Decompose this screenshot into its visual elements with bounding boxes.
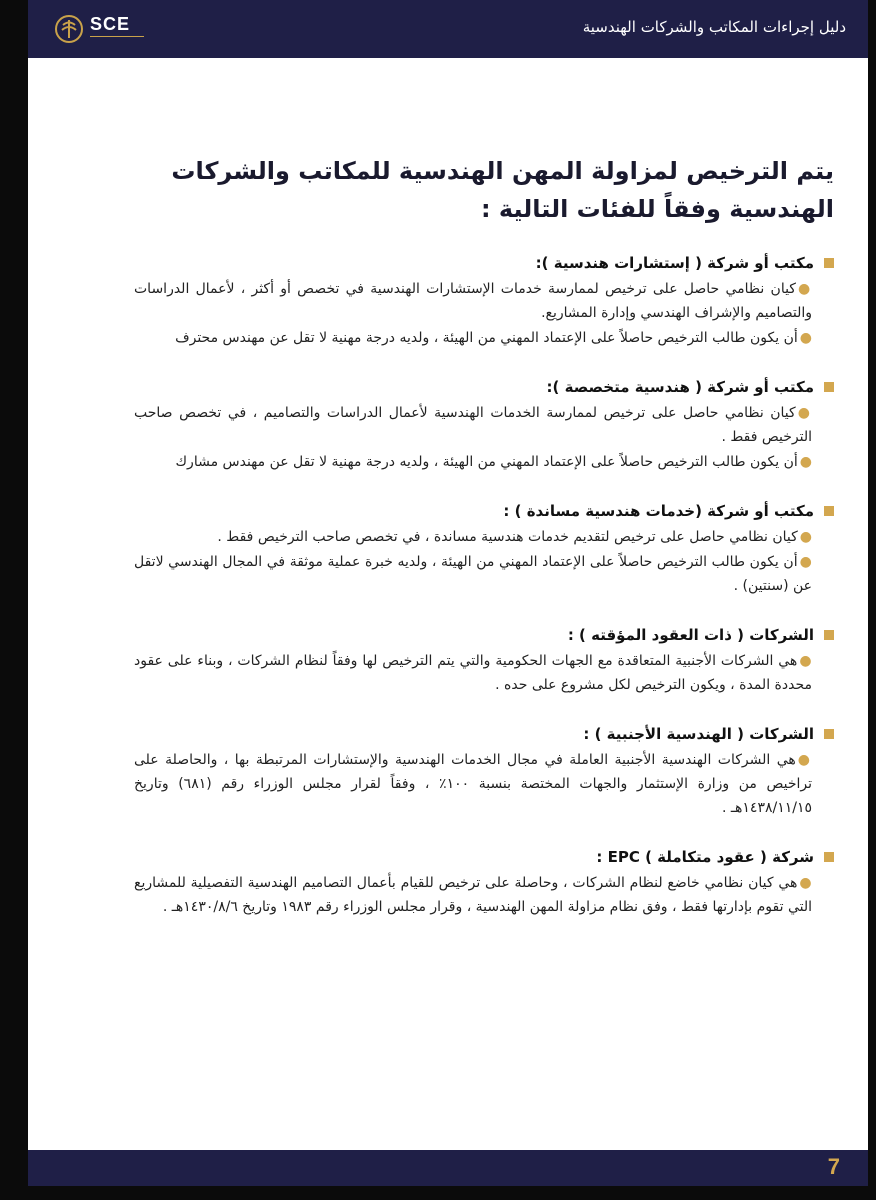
bullet-dot-icon: ● <box>799 529 812 545</box>
section-epc <box>134 844 834 919</box>
logo-text: SCE <box>90 14 131 34</box>
section-heading <box>134 250 834 276</box>
main-content <box>134 152 834 943</box>
section-support <box>134 498 834 598</box>
list-item <box>134 550 834 598</box>
list-item <box>134 277 834 325</box>
section-consulting <box>134 250 834 350</box>
section-heading <box>134 498 834 524</box>
section-heading <box>134 374 834 400</box>
list-item <box>134 401 834 449</box>
gold-square-icon <box>824 506 834 516</box>
section-temporary-contracts <box>134 622 834 697</box>
bullet-dot-icon: ● <box>797 405 812 421</box>
header-bar <box>28 0 868 58</box>
list-item-text: هي الشركات الأجنبية المتعاقدة مع الجهات الحكومية والتي يتم الترخيص لها وفقاً لنظام الشركات ، وبناء على عقود محددة المدة ، ويكون الترخيص لكل مشروع على حده . <box>134 653 812 693</box>
section-heading <box>134 844 834 870</box>
gold-square-icon <box>824 852 834 862</box>
bullet-dot-icon: ● <box>799 454 812 470</box>
section-heading <box>134 721 834 747</box>
section-heading-text: مكتب أو شركة (خدمات هندسية مساندة ) : <box>503 502 814 520</box>
palm-emblem-icon <box>54 14 84 44</box>
bullet-dot-icon: ● <box>799 554 812 570</box>
list-item <box>134 450 834 474</box>
list-item <box>134 871 834 919</box>
list-item-text: أن يكون طالب الترخيص حاصلاً على الإعتماد المهني من الهيئة ، ولديه درجة مهنية لا تقل عن مهندس محترف <box>175 330 798 346</box>
header-title: دليل إجراءات المكاتب والشركات الهندسية <box>582 18 846 36</box>
bullet-dot-icon: ● <box>799 330 812 346</box>
section-heading-text: الشركات ( ذات العقود المؤقته ) : <box>567 626 814 644</box>
list-item <box>134 748 834 820</box>
list-item-text: هي كيان نظامي خاضع لنظام الشركات ، وحاصلة على ترخيص للقيام بأعمال التصاميم الهندسية التفصيلية للمشاريع التي تقوم بإدارتها فقط ، وفق نظام مزاولة المهن الهندسية ، وقرار مجلس الوزراء رقم ١٩٨٣ وتاريخ ١٤٣٠/٨/٦هـ . <box>134 875 812 915</box>
sce-logo <box>54 10 144 50</box>
section-heading-text: مكتب أو شركة ( إستشارات هندسية ): <box>535 254 814 272</box>
footer-bar <box>28 1150 868 1186</box>
section-heading <box>134 622 834 648</box>
bullet-dot-icon: ● <box>799 653 813 669</box>
gold-square-icon <box>824 630 834 640</box>
list-item <box>134 525 834 549</box>
gold-square-icon <box>824 729 834 739</box>
list-item-text: هي الشركات الهندسية الأجنبية العاملة في مجال الخدمات الهندسية والإستشارات المرتبطة بها ، والحاصلة على تراخيص من وزارة الإستثمار والجهات المختصة بنسبة ١٠٠٪ ، وفقاً لقرار مجلس الوزراء رقم (٦٨١) وتاريخ ١٤٣٨/١١/١٥هـ . <box>134 752 812 816</box>
section-foreign-engineering <box>134 721 834 820</box>
bullet-dot-icon: ● <box>797 281 813 297</box>
list-item-text: كيان نظامي حاصل على ترخيص لممارسة خدمات الإستشارات الهندسية في تخصص أو أكثر ، لأعمال الدراسات والتصاميم والإشراف الهندسي وإدارة المشاريع. <box>134 281 812 321</box>
page-title: يتم الترخيص لمزاولة المهن الهندسية للمكاتب والشركات الهندسية وفقاً للفئات التالية : <box>171 157 834 223</box>
document-page <box>28 0 868 1186</box>
logo-underline <box>90 36 144 45</box>
gold-square-icon <box>824 382 834 392</box>
list-item-text: أن يكون طالب الترخيص حاصلاً على الإعتماد المهني من الهيئة ، ولديه خبرة عملية موثقة في المجال الهندسي لاتقل عن (سنتين) . <box>134 554 812 594</box>
list-item-text: أن يكون طالب الترخيص حاصلاً على الإعتماد المهني من الهيئة ، ولديه درجة مهنية لا تقل عن مهندس مشارك <box>175 454 798 470</box>
list-item <box>134 326 834 350</box>
list-item <box>134 649 834 697</box>
list-item-text: كيان نظامي حاصل على ترخيص لممارسة الخدمات الهندسية لأعمال الدراسات والتصاميم ، في تخصص صاحب الترخيص فقط . <box>134 405 812 445</box>
section-heading-text: مكتب أو شركة ( هندسية متخصصة ): <box>546 378 814 396</box>
bullet-dot-icon: ● <box>799 875 813 891</box>
bullet-dot-icon: ● <box>797 752 812 768</box>
page-number: 7 <box>827 1154 840 1179</box>
section-specialized <box>134 374 834 474</box>
section-heading-text: الشركات ( الهندسية الأجنبية ) : <box>583 725 814 743</box>
list-item-text: كيان نظامي حاصل على ترخيص لتقديم خدمات هندسية مساندة ، في تخصص صاحب الترخيص فقط . <box>217 529 798 545</box>
section-heading-text: شركة ( عقود متكاملة ) EPC : <box>596 848 814 866</box>
gold-square-icon <box>824 258 834 268</box>
